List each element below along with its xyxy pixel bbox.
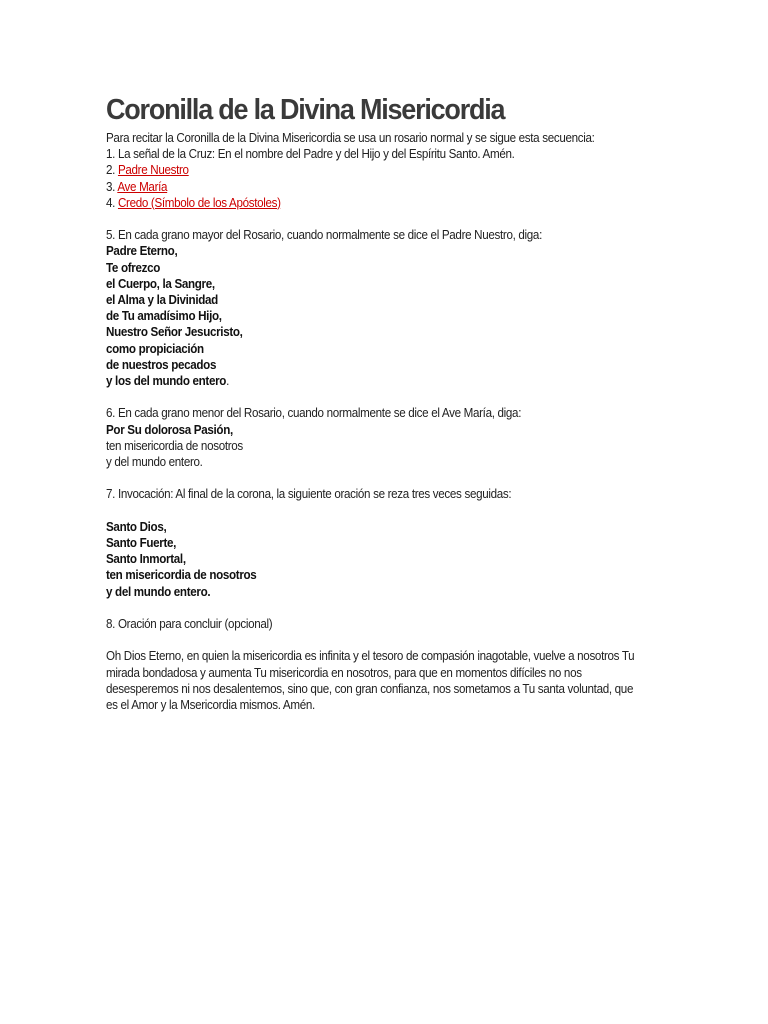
closing-prayer-line: desesperemos ni nos desalentemos, sino que, con gran confianza, nos sometamos a Tu santa voluntad, que [106, 681, 634, 696]
prayer-major-last-line [106, 373, 627, 389]
closing-prayer-line: Oh Dios Eterno, en quien la misericordia es infinita y el tesoro de compasión inagotable, vuelve a nosotros Tu [106, 649, 635, 664]
step-6: 6. En cada grano menor del Rosario, cuando normalmente se dice el Ave María, diga: [106, 406, 522, 421]
invocation-line: y del mundo entero. [106, 584, 211, 599]
step-5: 5. En cada grano mayor del Rosario, cuando normalmente se dice el Padre Nuestro, diga: [106, 228, 542, 243]
closing-prayer-line: mirada bondadosa y aumenta Tu misericordia en nosotros, para que en momentos difíciles no nos [106, 665, 582, 680]
step-2-number: 2. [106, 163, 118, 178]
prayer-major-line: el Alma y la Divinidad [106, 293, 218, 308]
step-7: 7. Invocación: Al final de la corona, la siguiente oración se reza tres veces seguidas: [106, 487, 512, 502]
invocation-line: Santo Inmortal, [106, 552, 186, 567]
prayer-major-line: el Cuerpo, la Sangre, [106, 276, 215, 291]
spacer [106, 211, 666, 227]
invocation-line: Santo Fuerte, [106, 536, 177, 551]
ave-maria-link[interactable]: Ave María [117, 179, 168, 194]
prayer-major-period: . [226, 374, 229, 389]
prayer-major-line: y los del mundo entero [106, 374, 227, 389]
prayer-minor-line: y del mundo entero. [106, 455, 203, 470]
intro-text: Para recitar la Coronilla de la Divina Misericordia se usa un rosario normal y se sigue esta secuencia: [106, 131, 595, 145]
step-4-number: 4. [106, 195, 118, 210]
step-4 [106, 195, 627, 211]
step-1: 1. La señal de la Cruz: En el nombre del Padre y del Hijo y del Espíritu Santo. Amén. [106, 147, 515, 162]
prayer-major-line: Padre Eterno, [106, 244, 178, 259]
spacer [106, 470, 666, 486]
step-3 [106, 179, 627, 195]
document-page [106, 92, 666, 713]
spacer [106, 632, 666, 648]
step-2 [106, 162, 627, 178]
invocation-line: ten misericordia de nosotros [106, 568, 257, 583]
step-8: 8. Oración para concluir (opcional) [106, 617, 273, 632]
prayer-minor-line: ten misericordia de nosotros [106, 438, 243, 453]
spacer [106, 503, 666, 519]
closing-prayer [106, 648, 666, 713]
prayer-major-line: de Tu amadísimo Hijo, [106, 309, 222, 324]
credo-link[interactable]: Credo (Símbolo de los Apóstoles) [117, 195, 281, 210]
invocation-line: Santo Dios, [106, 519, 167, 534]
prayer-major-line: como propiciación [106, 341, 204, 356]
spacer [106, 389, 666, 405]
prayer-major-line: Te ofrezco [106, 260, 161, 275]
spacer [106, 600, 666, 616]
closing-prayer-line: es el Amor y la Msericordia mismos. Amén. [106, 698, 315, 713]
page-title: Coronilla de la Divina Misericordia [106, 94, 505, 126]
prayer-major-line: Nuestro Señor Jesucristo, [106, 325, 243, 340]
step-3-number: 3. [106, 179, 118, 194]
prayer-minor-bold-line: Por Su dolorosa Pasión, [106, 422, 233, 437]
padre-nuestro-link[interactable]: Padre Nuestro [117, 163, 189, 178]
prayer-major-line: de nuestros pecados [106, 357, 217, 372]
